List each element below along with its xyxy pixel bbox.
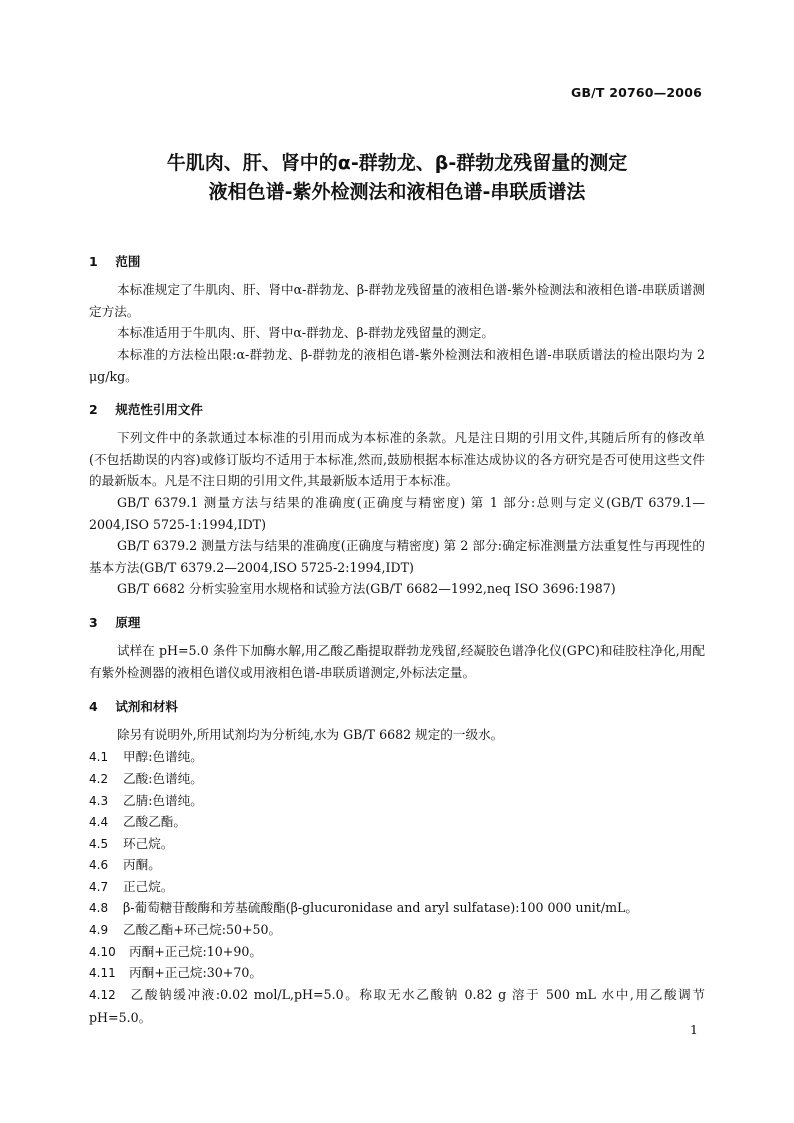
section-4-heading	[89, 697, 178, 715]
section-3-heading	[89, 613, 140, 631]
reagent-item	[89, 811, 705, 834]
reagent-item	[89, 919, 705, 942]
reagent-item	[89, 984, 705, 1028]
reagent-item	[89, 854, 705, 877]
section-2-heading	[89, 400, 203, 418]
item-text: 乙酸:色谱纯。	[123, 771, 203, 786]
section-1-paragraph-2: 本标准适用于牛肌肉、肝、肾中α-群勃龙、β-群勃龙残留量的测定。	[117, 325, 494, 340]
section-title: 试剂和材料	[115, 699, 178, 714]
section-1-paragraph-1: 本标准规定了牛肌肉、肝、肾中α-群勃龙、β-群勃龙残留量的液相色谱-紫外检测法和液相色谱-串联质谱测定方法。	[89, 282, 705, 319]
reagent-item	[89, 962, 705, 985]
item-number: 4.9	[89, 923, 109, 937]
section-title: 原理	[115, 615, 141, 630]
reagent-item	[89, 833, 705, 856]
section-4-paragraph-1: 除另有说明外,所用试剂均为分析纯,水为 GB/T 6682 规定的一级水。	[117, 727, 504, 742]
item-number: 4.8	[89, 901, 109, 915]
item-number: 4.2	[89, 772, 109, 786]
item-text: 丙酮。	[123, 857, 161, 872]
title-line-2: 液相色谱-紫外检测法和液相色谱-串联质谱法	[208, 181, 586, 203]
reagent-item	[89, 746, 705, 769]
reference-gbt-6682: GB/T 6682 分析实验室用水规格和试验方法(GB/T 6682—1992,neq ISO 3696:1987)	[117, 581, 616, 596]
title-line-1: 牛肌肉、肝、肾中的α-群勃龙、β-群勃龙残留量的测定	[166, 152, 628, 174]
section-1-paragraph-3: 本标准的方法检出限:α-群勃龙、β-群勃龙的液相色谱-紫外检测法和液相色谱-串联质谱法的检出限均为 2 μg/kg。	[89, 347, 705, 384]
item-number: 4.4	[89, 815, 109, 829]
section-number: 4	[89, 699, 98, 714]
section-2-paragraph-1: 下列文件中的条款通过本标准的引用而成为本标准的条款。凡是注日期的引用文件,其随后所有的修改单(不包括勘误的内容)或修订版均不适用于本标准,然而,鼓励根据本标准达成协议的各方研究是否可使用这些文件的最新版本。凡是不注日期的引用文件,其最新版本适用于本标准。	[89, 430, 705, 489]
reagent-item	[89, 876, 705, 899]
item-text: 丙酮+正己烷:30+70。	[129, 965, 262, 980]
item-number: 4.3	[89, 794, 109, 808]
item-text: 乙酸乙酯。	[123, 814, 186, 829]
item-text: 乙酸乙酯+环己烷:50+50。	[123, 922, 282, 937]
section-number: 1	[89, 254, 98, 269]
item-text: 乙酸钠缓冲液:0.02 mol/L,pH=5.0。称取无水乙酸钠 0.82 g 溶于 500 mL 水中,用乙酸调节 pH=5.0。	[89, 987, 705, 1025]
item-text: 乙腈:色谱纯。	[123, 793, 203, 808]
item-number: 4.6	[89, 858, 109, 872]
standard-code: GB/T 20760—2006	[570, 85, 702, 100]
section-title: 规范性引用文件	[115, 402, 203, 417]
item-text: β-葡萄糖苷酸酶和芳基硫酸酯(β-glucuronidase and aryl sulfatase):100 000 unit/mL。	[123, 900, 639, 915]
document-title	[0, 149, 794, 207]
item-number: 4.11	[89, 966, 116, 980]
section-title: 范围	[115, 254, 141, 269]
reference-gbt-6379-2: GB/T 6379.2 测量方法与结果的准确度(正确度与精密度) 第 2 部分:确定标准测量方法重复性与再现性的基本方法(GB/T 6379.2—2004,ISO 5725-2:1994,IDT)	[89, 538, 705, 575]
item-number: 4.10	[89, 945, 116, 959]
reagent-item	[89, 941, 705, 964]
section-3-paragraph-1: 试样在 pH=5.0 条件下加酶水解,用乙酸乙酯提取群勃龙残留,经凝胶色谱净化仪(GPC)和硅胶柱净化,用配有紫外检测器的液相色谱仪或用液相色谱-串联质谱测定,外标法定量。	[89, 643, 705, 680]
item-number: 4.5	[89, 837, 109, 851]
reagent-item	[89, 790, 705, 813]
item-number: 4.7	[89, 880, 109, 894]
section-number: 2	[89, 402, 98, 417]
item-text: 甲醇:色谱纯。	[123, 749, 203, 764]
item-text: 正己烷。	[123, 879, 174, 894]
section-1-heading	[89, 252, 140, 270]
item-number: 4.1	[89, 750, 109, 764]
item-text: 丙酮+正己烷:10+90。	[129, 944, 262, 959]
reference-gbt-6379-1: GB/T 6379.1 测量方法与结果的准确度(正确度与精密度) 第 1 部分:总则与定义(GB/T 6379.1—2004,ISO 5725-1:1994,IDT)	[89, 495, 705, 532]
reagent-item	[89, 768, 705, 791]
reagent-item	[89, 897, 705, 920]
page-number: 1	[690, 1022, 698, 1037]
item-text: 环己烷。	[123, 836, 174, 851]
section-number: 3	[89, 615, 98, 630]
item-number: 4.12	[89, 988, 116, 1002]
